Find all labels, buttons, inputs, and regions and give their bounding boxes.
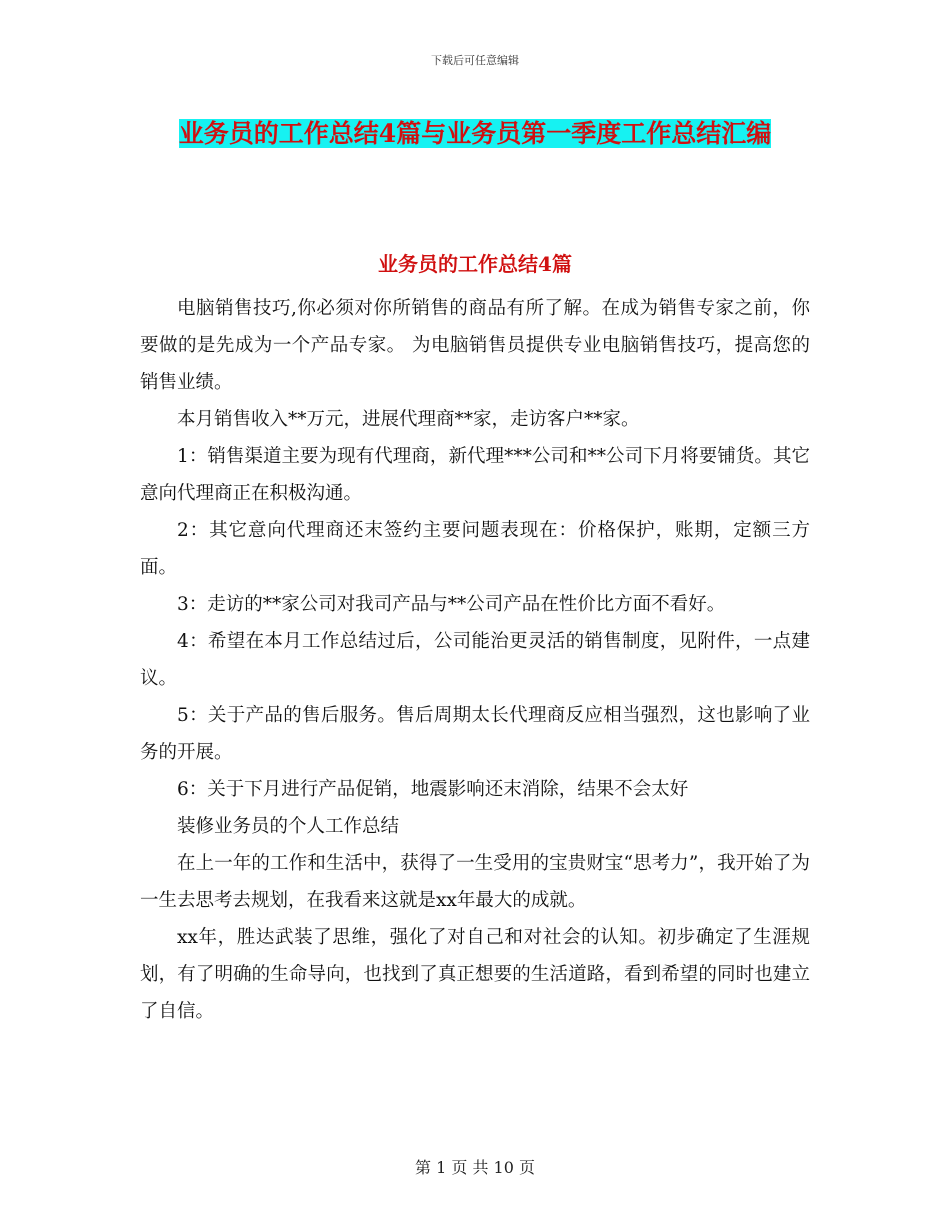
main-title [140, 110, 810, 158]
header-note: 下载后可任意编辑 [431, 54, 519, 67]
paragraph: 3：走访的**家公司对我司产品与**公司产品在性价比方面不看好。 [177, 594, 726, 615]
paragraph: 4：希望在本月工作总结过后，公司能治更灵活的销售制度，见附件，一点建议。 [140, 631, 810, 689]
page-footer: 第 1 页 共 10 页 [415, 1158, 535, 1177]
paragraph: 本月销售收入**万元，进展代理商**家，走访客户**家。 [177, 409, 640, 430]
paragraph: 1：销售渠道主要为现有代理商，新代理***公司和**公司下月将要铺货。其它意向代理商正在积极沟通。 [140, 446, 810, 504]
section-title: 业务员的工作总结4篇 [378, 252, 572, 276]
paragraph: 电脑销售技巧,你必须对你所销售的商品有所了解。在成为销售专家之前，你要做的是先成为一个产品专家。 为电脑销售员提供专业电脑销售技巧，提高您的销售业绩。 [140, 298, 810, 393]
paragraph: xx年，胜达武装了思维，强化了对自己和对社会的认知。初步确定了生涯规划，有了明确的生命导向，也找到了真正想要的生活道路，看到希望的同时也建立了自信。 [140, 927, 810, 1022]
paragraph: 6：关于下月进行产品促销，地震影响还末消除，结果不会太好 [177, 779, 689, 800]
paragraph: 2：其它意向代理商还末签约主要问题表现在：价格保护，账期，定额三方面。 [140, 520, 810, 578]
paragraph: 5：关于产品的售后服务。售后周期太长代理商反应相当强烈，这也影响了业务的开展。 [140, 705, 810, 763]
document-body [140, 290, 810, 1030]
paragraph: 在上一年的工作和生活中，获得了一生受用的宝贵财宝“思考力”，我开始了为一生去思考去规划，在我看来这就是xx年最大的成就。 [140, 853, 810, 911]
subheading: 装修业务员的个人工作总结 [177, 816, 400, 837]
main-title-text: 业务员的工作总结4篇与业务员第一季度工作总结汇编 [178, 119, 772, 148]
